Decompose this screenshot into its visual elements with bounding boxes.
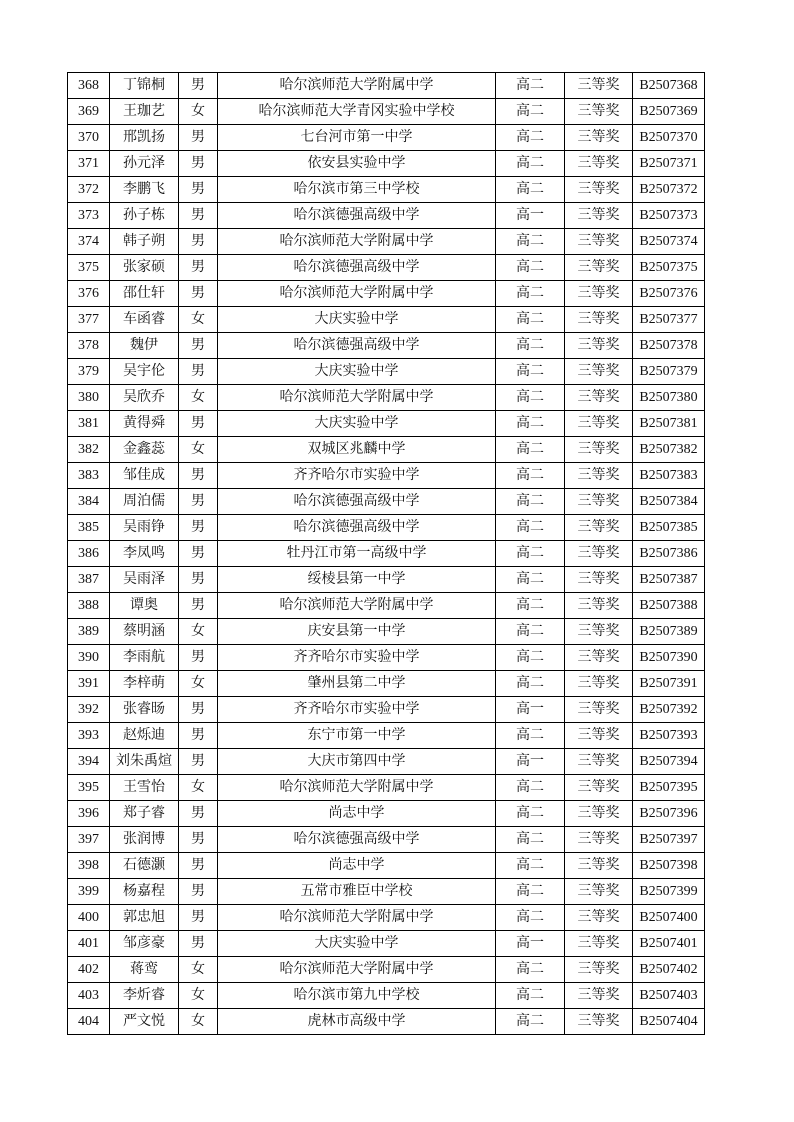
cell-gender: 男 bbox=[179, 411, 218, 437]
cell-grade: 高二 bbox=[496, 73, 565, 99]
cell-number: 382 bbox=[68, 437, 110, 463]
cell-award: 三等奖 bbox=[565, 645, 633, 671]
table-row bbox=[68, 281, 705, 307]
cell-gender: 女 bbox=[179, 1009, 218, 1035]
cell-student-name: 赵烁迪 bbox=[110, 723, 179, 749]
cell-school: 哈尔滨德强高级中学 bbox=[218, 255, 496, 281]
cell-number: 386 bbox=[68, 541, 110, 567]
table-row bbox=[68, 463, 705, 489]
table-row bbox=[68, 775, 705, 801]
cell-number: 394 bbox=[68, 749, 110, 775]
cell-number: 377 bbox=[68, 307, 110, 333]
cell-certificate-code: B2507377 bbox=[633, 307, 705, 333]
cell-student-name: 严文悦 bbox=[110, 1009, 179, 1035]
table-row bbox=[68, 151, 705, 177]
cell-certificate-code: B2507381 bbox=[633, 411, 705, 437]
cell-student-name: 杨嘉程 bbox=[110, 879, 179, 905]
cell-student-name: 周泊儒 bbox=[110, 489, 179, 515]
cell-number: 378 bbox=[68, 333, 110, 359]
cell-number: 391 bbox=[68, 671, 110, 697]
cell-school: 五常市雅臣中学校 bbox=[218, 879, 496, 905]
cell-certificate-code: B2507400 bbox=[633, 905, 705, 931]
cell-award: 三等奖 bbox=[565, 333, 633, 359]
cell-number: 369 bbox=[68, 99, 110, 125]
cell-student-name: 李梓萌 bbox=[110, 671, 179, 697]
cell-school: 哈尔滨德强高级中学 bbox=[218, 515, 496, 541]
cell-school: 大庆实验中学 bbox=[218, 931, 496, 957]
cell-award: 三等奖 bbox=[565, 775, 633, 801]
cell-award: 三等奖 bbox=[565, 931, 633, 957]
cell-grade: 高二 bbox=[496, 593, 565, 619]
cell-student-name: 丁锦桐 bbox=[110, 73, 179, 99]
table-row bbox=[68, 567, 705, 593]
cell-gender: 女 bbox=[179, 957, 218, 983]
cell-gender: 男 bbox=[179, 645, 218, 671]
cell-grade: 高二 bbox=[496, 723, 565, 749]
cell-number: 371 bbox=[68, 151, 110, 177]
cell-certificate-code: B2507369 bbox=[633, 99, 705, 125]
cell-grade: 高二 bbox=[496, 463, 565, 489]
cell-gender: 女 bbox=[179, 619, 218, 645]
cell-student-name: 李雨航 bbox=[110, 645, 179, 671]
table-row bbox=[68, 255, 705, 281]
cell-number: 388 bbox=[68, 593, 110, 619]
cell-number: 379 bbox=[68, 359, 110, 385]
cell-grade: 高二 bbox=[496, 385, 565, 411]
cell-grade: 高一 bbox=[496, 697, 565, 723]
cell-school: 尚志中学 bbox=[218, 801, 496, 827]
cell-certificate-code: B2507371 bbox=[633, 151, 705, 177]
cell-certificate-code: B2507392 bbox=[633, 697, 705, 723]
cell-certificate-code: B2507395 bbox=[633, 775, 705, 801]
cell-school: 哈尔滨德强高级中学 bbox=[218, 489, 496, 515]
cell-grade: 高二 bbox=[496, 671, 565, 697]
cell-grade: 高二 bbox=[496, 333, 565, 359]
cell-student-name: 邢凯扬 bbox=[110, 125, 179, 151]
cell-gender: 男 bbox=[179, 853, 218, 879]
cell-student-name: 吴欣乔 bbox=[110, 385, 179, 411]
cell-certificate-code: B2507380 bbox=[633, 385, 705, 411]
cell-grade: 高二 bbox=[496, 645, 565, 671]
cell-certificate-code: B2507373 bbox=[633, 203, 705, 229]
cell-award: 三等奖 bbox=[565, 567, 633, 593]
cell-grade: 高二 bbox=[496, 177, 565, 203]
cell-school: 绥棱县第一中学 bbox=[218, 567, 496, 593]
cell-school: 依安县实验中学 bbox=[218, 151, 496, 177]
cell-certificate-code: B2507370 bbox=[633, 125, 705, 151]
cell-number: 402 bbox=[68, 957, 110, 983]
cell-grade: 高二 bbox=[496, 411, 565, 437]
cell-grade: 高二 bbox=[496, 489, 565, 515]
cell-number: 398 bbox=[68, 853, 110, 879]
cell-school: 哈尔滨师范大学附属中学 bbox=[218, 775, 496, 801]
cell-number: 387 bbox=[68, 567, 110, 593]
table-row bbox=[68, 333, 705, 359]
cell-student-name: 郭忠旭 bbox=[110, 905, 179, 931]
table-row bbox=[68, 645, 705, 671]
table-row bbox=[68, 931, 705, 957]
cell-certificate-code: B2507403 bbox=[633, 983, 705, 1009]
cell-gender: 男 bbox=[179, 151, 218, 177]
cell-award: 三等奖 bbox=[565, 463, 633, 489]
cell-certificate-code: B2507375 bbox=[633, 255, 705, 281]
cell-award: 三等奖 bbox=[565, 697, 633, 723]
table-row bbox=[68, 229, 705, 255]
cell-number: 392 bbox=[68, 697, 110, 723]
cell-certificate-code: B2507383 bbox=[633, 463, 705, 489]
cell-award: 三等奖 bbox=[565, 99, 633, 125]
cell-student-name: 魏伊 bbox=[110, 333, 179, 359]
cell-award: 三等奖 bbox=[565, 307, 633, 333]
cell-gender: 男 bbox=[179, 281, 218, 307]
cell-gender: 男 bbox=[179, 723, 218, 749]
cell-student-name: 王珈艺 bbox=[110, 99, 179, 125]
cell-certificate-code: B2507404 bbox=[633, 1009, 705, 1035]
award-table bbox=[67, 72, 705, 1035]
cell-grade: 高二 bbox=[496, 99, 565, 125]
cell-gender: 男 bbox=[179, 359, 218, 385]
cell-student-name: 吴雨泽 bbox=[110, 567, 179, 593]
cell-award: 三等奖 bbox=[565, 177, 633, 203]
table-row bbox=[68, 385, 705, 411]
cell-student-name: 黄得舜 bbox=[110, 411, 179, 437]
cell-grade: 高二 bbox=[496, 983, 565, 1009]
table-row bbox=[68, 125, 705, 151]
table-row bbox=[68, 359, 705, 385]
cell-grade: 高二 bbox=[496, 541, 565, 567]
cell-grade: 高二 bbox=[496, 125, 565, 151]
cell-award: 三等奖 bbox=[565, 489, 633, 515]
cell-student-name: 刘朱禹煊 bbox=[110, 749, 179, 775]
cell-school: 大庆实验中学 bbox=[218, 411, 496, 437]
cell-number: 401 bbox=[68, 931, 110, 957]
cell-gender: 女 bbox=[179, 99, 218, 125]
cell-student-name: 谭奥 bbox=[110, 593, 179, 619]
cell-student-name: 李鹏飞 bbox=[110, 177, 179, 203]
cell-grade: 高二 bbox=[496, 515, 565, 541]
table-row bbox=[68, 983, 705, 1009]
table-row bbox=[68, 489, 705, 515]
cell-grade: 高二 bbox=[496, 359, 565, 385]
cell-number: 374 bbox=[68, 229, 110, 255]
cell-certificate-code: B2507390 bbox=[633, 645, 705, 671]
table-row bbox=[68, 697, 705, 723]
cell-number: 399 bbox=[68, 879, 110, 905]
cell-award: 三等奖 bbox=[565, 671, 633, 697]
cell-grade: 高二 bbox=[496, 281, 565, 307]
cell-grade: 高二 bbox=[496, 619, 565, 645]
cell-gender: 女 bbox=[179, 437, 218, 463]
cell-award: 三等奖 bbox=[565, 151, 633, 177]
cell-certificate-code: B2507374 bbox=[633, 229, 705, 255]
cell-certificate-code: B2507393 bbox=[633, 723, 705, 749]
cell-school: 哈尔滨师范大学附属中学 bbox=[218, 229, 496, 255]
cell-certificate-code: B2507379 bbox=[633, 359, 705, 385]
cell-award: 三等奖 bbox=[565, 411, 633, 437]
cell-gender: 男 bbox=[179, 931, 218, 957]
cell-award: 三等奖 bbox=[565, 983, 633, 1009]
cell-gender: 女 bbox=[179, 983, 218, 1009]
cell-award: 三等奖 bbox=[565, 723, 633, 749]
cell-school: 大庆市第四中学 bbox=[218, 749, 496, 775]
cell-certificate-code: B2507391 bbox=[633, 671, 705, 697]
cell-school: 哈尔滨师范大学附属中学 bbox=[218, 593, 496, 619]
cell-school: 哈尔滨师范大学附属中学 bbox=[218, 281, 496, 307]
cell-gender: 男 bbox=[179, 905, 218, 931]
cell-number: 370 bbox=[68, 125, 110, 151]
table-row bbox=[68, 853, 705, 879]
cell-school: 哈尔滨师范大学附属中学 bbox=[218, 957, 496, 983]
cell-gender: 男 bbox=[179, 749, 218, 775]
cell-school: 双城区兆麟中学 bbox=[218, 437, 496, 463]
table-row bbox=[68, 749, 705, 775]
cell-grade: 高二 bbox=[496, 801, 565, 827]
cell-award: 三等奖 bbox=[565, 515, 633, 541]
cell-gender: 男 bbox=[179, 489, 218, 515]
cell-school: 虎林市高级中学 bbox=[218, 1009, 496, 1035]
cell-student-name: 邵仕轩 bbox=[110, 281, 179, 307]
cell-gender: 男 bbox=[179, 697, 218, 723]
cell-school: 东宁市第一中学 bbox=[218, 723, 496, 749]
cell-student-name: 韩子朔 bbox=[110, 229, 179, 255]
cell-certificate-code: B2507398 bbox=[633, 853, 705, 879]
cell-award: 三等奖 bbox=[565, 1009, 633, 1035]
cell-school: 哈尔滨德强高级中学 bbox=[218, 333, 496, 359]
cell-school: 尚志中学 bbox=[218, 853, 496, 879]
cell-grade: 高二 bbox=[496, 307, 565, 333]
cell-certificate-code: B2507372 bbox=[633, 177, 705, 203]
cell-certificate-code: B2507396 bbox=[633, 801, 705, 827]
cell-gender: 男 bbox=[179, 229, 218, 255]
cell-gender: 女 bbox=[179, 775, 218, 801]
cell-number: 381 bbox=[68, 411, 110, 437]
cell-certificate-code: B2507399 bbox=[633, 879, 705, 905]
cell-certificate-code: B2507368 bbox=[633, 73, 705, 99]
cell-number: 404 bbox=[68, 1009, 110, 1035]
cell-number: 368 bbox=[68, 73, 110, 99]
cell-number: 384 bbox=[68, 489, 110, 515]
cell-student-name: 王雪怡 bbox=[110, 775, 179, 801]
cell-number: 372 bbox=[68, 177, 110, 203]
cell-certificate-code: B2507385 bbox=[633, 515, 705, 541]
cell-number: 397 bbox=[68, 827, 110, 853]
cell-award: 三等奖 bbox=[565, 359, 633, 385]
cell-number: 395 bbox=[68, 775, 110, 801]
cell-award: 三等奖 bbox=[565, 437, 633, 463]
cell-school: 七台河市第一中学 bbox=[218, 125, 496, 151]
cell-student-name: 蔡明涵 bbox=[110, 619, 179, 645]
cell-number: 380 bbox=[68, 385, 110, 411]
cell-gender: 男 bbox=[179, 541, 218, 567]
cell-gender: 男 bbox=[179, 515, 218, 541]
cell-gender: 男 bbox=[179, 879, 218, 905]
cell-award: 三等奖 bbox=[565, 385, 633, 411]
cell-award: 三等奖 bbox=[565, 255, 633, 281]
cell-school: 哈尔滨师范大学附属中学 bbox=[218, 73, 496, 99]
cell-grade: 高二 bbox=[496, 957, 565, 983]
cell-student-name: 吴雨铮 bbox=[110, 515, 179, 541]
cell-school: 哈尔滨师范大学青冈实验中学校 bbox=[218, 99, 496, 125]
cell-number: 373 bbox=[68, 203, 110, 229]
table-row bbox=[68, 515, 705, 541]
cell-grade: 高二 bbox=[496, 827, 565, 853]
table-row bbox=[68, 307, 705, 333]
cell-gender: 男 bbox=[179, 333, 218, 359]
cell-certificate-code: B2507384 bbox=[633, 489, 705, 515]
cell-student-name: 李炘睿 bbox=[110, 983, 179, 1009]
cell-student-name: 郑子睿 bbox=[110, 801, 179, 827]
cell-certificate-code: B2507402 bbox=[633, 957, 705, 983]
cell-award: 三等奖 bbox=[565, 879, 633, 905]
cell-school: 哈尔滨德强高级中学 bbox=[218, 203, 496, 229]
table-row bbox=[68, 99, 705, 125]
cell-student-name: 张家硕 bbox=[110, 255, 179, 281]
cell-student-name: 吴宇伦 bbox=[110, 359, 179, 385]
cell-award: 三等奖 bbox=[565, 281, 633, 307]
cell-certificate-code: B2507388 bbox=[633, 593, 705, 619]
table-row bbox=[68, 957, 705, 983]
cell-gender: 男 bbox=[179, 593, 218, 619]
cell-student-name: 邹彦豪 bbox=[110, 931, 179, 957]
cell-number: 376 bbox=[68, 281, 110, 307]
cell-grade: 高二 bbox=[496, 567, 565, 593]
cell-school: 哈尔滨师范大学附属中学 bbox=[218, 385, 496, 411]
table-row bbox=[68, 671, 705, 697]
cell-student-name: 张睿旸 bbox=[110, 697, 179, 723]
award-table-body bbox=[68, 73, 705, 1035]
cell-grade: 高二 bbox=[496, 255, 565, 281]
cell-award: 三等奖 bbox=[565, 229, 633, 255]
cell-certificate-code: B2507387 bbox=[633, 567, 705, 593]
cell-school: 哈尔滨市第三中学校 bbox=[218, 177, 496, 203]
cell-grade: 高一 bbox=[496, 931, 565, 957]
cell-grade: 高二 bbox=[496, 1009, 565, 1035]
cell-award: 三等奖 bbox=[565, 541, 633, 567]
table-row bbox=[68, 541, 705, 567]
cell-student-name: 蒋鸾 bbox=[110, 957, 179, 983]
table-row bbox=[68, 437, 705, 463]
cell-school: 大庆实验中学 bbox=[218, 307, 496, 333]
cell-award: 三等奖 bbox=[565, 593, 633, 619]
cell-number: 400 bbox=[68, 905, 110, 931]
table-row bbox=[68, 177, 705, 203]
cell-gender: 男 bbox=[179, 801, 218, 827]
cell-grade: 高一 bbox=[496, 203, 565, 229]
table-row bbox=[68, 73, 705, 99]
cell-gender: 男 bbox=[179, 827, 218, 853]
cell-award: 三等奖 bbox=[565, 905, 633, 931]
cell-gender: 男 bbox=[179, 203, 218, 229]
cell-grade: 高二 bbox=[496, 229, 565, 255]
cell-grade: 高二 bbox=[496, 151, 565, 177]
cell-grade: 高一 bbox=[496, 749, 565, 775]
table-row bbox=[68, 619, 705, 645]
cell-school: 齐齐哈尔市实验中学 bbox=[218, 463, 496, 489]
cell-student-name: 车函睿 bbox=[110, 307, 179, 333]
table-row bbox=[68, 879, 705, 905]
cell-award: 三等奖 bbox=[565, 801, 633, 827]
cell-award: 三等奖 bbox=[565, 203, 633, 229]
cell-student-name: 孙子栋 bbox=[110, 203, 179, 229]
cell-gender: 男 bbox=[179, 463, 218, 489]
cell-student-name: 李凤鸣 bbox=[110, 541, 179, 567]
cell-number: 396 bbox=[68, 801, 110, 827]
cell-grade: 高二 bbox=[496, 905, 565, 931]
table-row bbox=[68, 411, 705, 437]
cell-award: 三等奖 bbox=[565, 749, 633, 775]
cell-gender: 女 bbox=[179, 307, 218, 333]
cell-grade: 高二 bbox=[496, 775, 565, 801]
cell-student-name: 张润博 bbox=[110, 827, 179, 853]
cell-student-name: 邹佳成 bbox=[110, 463, 179, 489]
cell-school: 肇州县第二中学 bbox=[218, 671, 496, 697]
cell-school: 哈尔滨市第九中学校 bbox=[218, 983, 496, 1009]
cell-award: 三等奖 bbox=[565, 853, 633, 879]
cell-gender: 男 bbox=[179, 255, 218, 281]
cell-school: 庆安县第一中学 bbox=[218, 619, 496, 645]
cell-student-name: 金鑫蕊 bbox=[110, 437, 179, 463]
cell-certificate-code: B2507389 bbox=[633, 619, 705, 645]
table-row bbox=[68, 1009, 705, 1035]
cell-student-name: 石德灏 bbox=[110, 853, 179, 879]
cell-certificate-code: B2507386 bbox=[633, 541, 705, 567]
cell-award: 三等奖 bbox=[565, 957, 633, 983]
cell-certificate-code: B2507378 bbox=[633, 333, 705, 359]
cell-award: 三等奖 bbox=[565, 73, 633, 99]
cell-gender: 男 bbox=[179, 177, 218, 203]
cell-certificate-code: B2507397 bbox=[633, 827, 705, 853]
cell-school: 牡丹江市第一高级中学 bbox=[218, 541, 496, 567]
cell-student-name: 孙元泽 bbox=[110, 151, 179, 177]
cell-award: 三等奖 bbox=[565, 125, 633, 151]
cell-school: 齐齐哈尔市实验中学 bbox=[218, 645, 496, 671]
cell-gender: 女 bbox=[179, 671, 218, 697]
cell-grade: 高二 bbox=[496, 437, 565, 463]
table-row bbox=[68, 593, 705, 619]
cell-number: 385 bbox=[68, 515, 110, 541]
cell-number: 375 bbox=[68, 255, 110, 281]
cell-gender: 男 bbox=[179, 73, 218, 99]
table-row bbox=[68, 203, 705, 229]
cell-school: 齐齐哈尔市实验中学 bbox=[218, 697, 496, 723]
cell-award: 三等奖 bbox=[565, 619, 633, 645]
cell-number: 389 bbox=[68, 619, 110, 645]
cell-gender: 男 bbox=[179, 567, 218, 593]
cell-school: 大庆实验中学 bbox=[218, 359, 496, 385]
cell-number: 383 bbox=[68, 463, 110, 489]
table-row bbox=[68, 723, 705, 749]
cell-certificate-code: B2507401 bbox=[633, 931, 705, 957]
cell-grade: 高二 bbox=[496, 853, 565, 879]
cell-certificate-code: B2507376 bbox=[633, 281, 705, 307]
cell-award: 三等奖 bbox=[565, 827, 633, 853]
cell-number: 393 bbox=[68, 723, 110, 749]
cell-school: 哈尔滨德强高级中学 bbox=[218, 827, 496, 853]
cell-certificate-code: B2507382 bbox=[633, 437, 705, 463]
table-row bbox=[68, 801, 705, 827]
cell-number: 390 bbox=[68, 645, 110, 671]
cell-school: 哈尔滨师范大学附属中学 bbox=[218, 905, 496, 931]
cell-gender: 男 bbox=[179, 125, 218, 151]
cell-grade: 高二 bbox=[496, 879, 565, 905]
cell-certificate-code: B2507394 bbox=[633, 749, 705, 775]
cell-gender: 女 bbox=[179, 385, 218, 411]
cell-number: 403 bbox=[68, 983, 110, 1009]
table-row bbox=[68, 905, 705, 931]
table-row bbox=[68, 827, 705, 853]
